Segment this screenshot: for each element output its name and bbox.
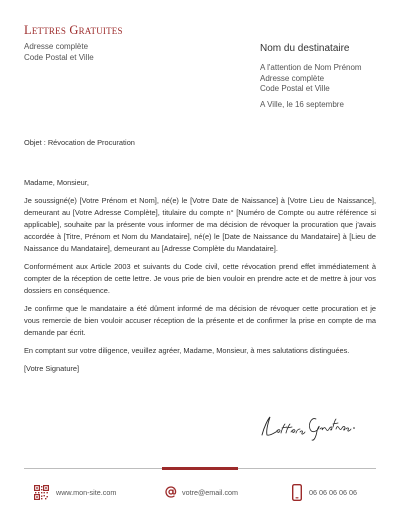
footer-email[interactable] (165, 483, 238, 501)
email-text: votre@email.com (182, 487, 239, 497)
date-line: A Ville, le 16 septembre (260, 100, 344, 109)
mobile-phone-icon (292, 484, 302, 501)
website-text: www.mon-site.com (56, 487, 117, 497)
paragraph-legal: Conformément aux Article 2003 et suivants du Code civil, cette révocation prend effet immédiatement à compter de la réception de cette lettre. Je vous prie de bien vouloir en prendre acte et de mettre à jour vos dossiers en conséquence. (24, 262, 376, 295)
recipient-address (260, 63, 362, 95)
qr-code-icon (34, 485, 49, 500)
subject-line: Objet : Révocation de Procuration (24, 138, 135, 147)
recipient-postal-line: Code Postal et Ville (260, 84, 330, 93)
phone-text: 06 06 06 06 06 (309, 487, 357, 497)
handwritten-signature (258, 405, 358, 445)
brand-logo: Lettres Gratuites (24, 23, 123, 37)
letter-body (24, 177, 376, 375)
recipient-name: Nom du destinataire (260, 43, 350, 54)
footer-phone[interactable] (292, 483, 357, 501)
footer-website[interactable] (34, 483, 116, 501)
recipient-address-line: Adresse complète (260, 73, 325, 83)
recipient-attention-line: A l'attention de Nom Prénom (260, 63, 362, 72)
at-sign-icon (165, 486, 177, 498)
footer-accent-bar (162, 467, 238, 470)
paragraph-identity: Je soussigné(e) [Votre Prénom et Nom], né(e) le [Votre Date de Naissance] à [Votre Lieu de Naissance], demeurant au [Votre Adresse Complète], titulaire du compte n° [Numéro de Compte ou autre référence si applicable], souhaite par la présente vous informer de ma décision de révoquer la procuration que j'avais accordée à [Titre, Prénom et Nom du Mandataire], né(e) le [Date de Naissance du Mandataire] à [Lieu de Naissance du Mandataire], demeurant au [Adresse Complète du Mandataire]. (24, 196, 376, 253)
sender-address (24, 42, 94, 63)
greeting: Madame, Monsieur, (24, 178, 89, 187)
sender-address-line: Adresse complète (24, 42, 89, 51)
signature-placeholder: [Votre Signature] (24, 364, 80, 373)
paragraph-confirmation: Je confirme que le mandataire a été dûment informé de ma décision de révoquer cette procuration et je vous remercie de bien vouloir accuser réception de la présente et de confirmer la prise en compte de ma demande par écrit. (24, 304, 376, 337)
paragraph-closing: En comptant sur votre diligence, veuillez agréer, Madame, Monsieur, à mes salutations distinguées. (24, 346, 350, 355)
sender-postal-line: Code Postal et Ville (24, 52, 94, 62)
